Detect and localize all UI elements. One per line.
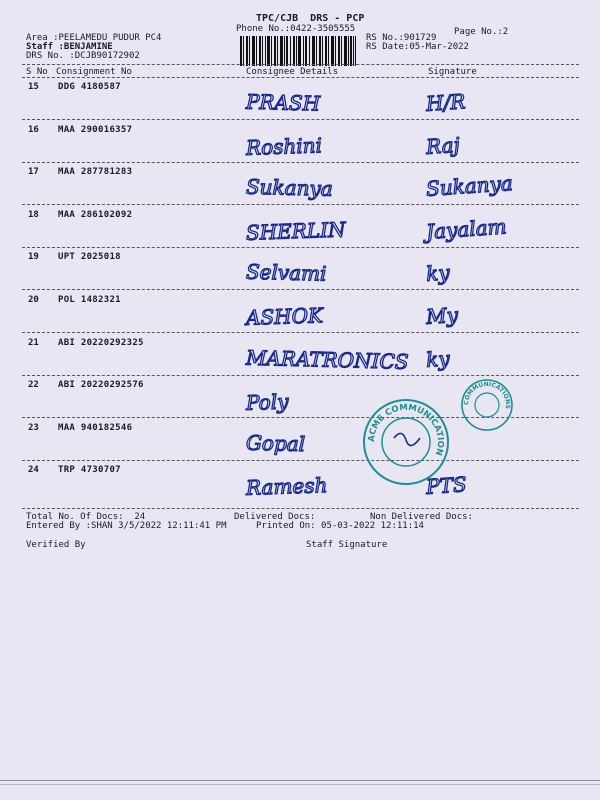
- total-docs: Total No. Of Docs: 24: [26, 512, 146, 522]
- row-divider: [22, 162, 579, 163]
- consignee-name-text: Gopal: [245, 430, 306, 457]
- col-sno: S No: [26, 67, 48, 77]
- small-company-stamp: [460, 378, 514, 432]
- row-serial-number: 15: [28, 82, 39, 92]
- handwritten-consignee-name: [240, 131, 410, 161]
- delivered-docs: Delivered Docs:: [234, 512, 316, 522]
- drs-number: DRS No. :DCJB90172902: [26, 51, 140, 61]
- row-divider: [22, 247, 579, 248]
- page-number: Page No.:2: [454, 27, 509, 37]
- handwritten-signature: [418, 84, 558, 116]
- consignee-name-text: MARATRONICS: [245, 345, 409, 374]
- handwritten-signature: [418, 297, 558, 329]
- row-divider: [22, 119, 579, 120]
- row-divider: [22, 375, 579, 376]
- signature-text: Jayalam: [425, 214, 508, 244]
- row-serial-number: 21: [28, 338, 39, 348]
- row-consignment-number: ABI 20220292576: [58, 380, 144, 390]
- scan-edge-line-2: [0, 784, 600, 785]
- row-consignment-number: MAA 286102092: [58, 210, 133, 220]
- rs-date: RS Date:05-Mar-2022: [366, 42, 469, 52]
- row-serial-number: 20: [28, 295, 39, 305]
- area-label: Area :PEELAMEDU PUDUR PC4: [26, 33, 162, 43]
- row-consignment-number: DDG 4180587: [58, 82, 121, 92]
- handwritten-consignee-name: [240, 216, 410, 246]
- entered-by: Entered By :SHAN 3/5/2022 12:11:41 PM: [26, 521, 227, 531]
- handwritten-consignee-name: [240, 301, 410, 331]
- verified-by: Verified By: [26, 540, 86, 550]
- document-title: TPC/CJB DRS - PCP: [256, 13, 365, 24]
- signature-text: PTS: [425, 472, 468, 499]
- staff-signature: Staff Signature: [306, 540, 388, 550]
- consignee-name-text: Roshini: [245, 133, 323, 160]
- row-serial-number: 23: [28, 423, 39, 433]
- handwritten-consignee-name: [240, 173, 410, 203]
- handwritten-signature: [418, 127, 558, 159]
- consignee-name-text: Poly: [245, 389, 289, 415]
- col-consignee: Consignee Details: [246, 67, 339, 77]
- handwritten-signature: [418, 254, 558, 286]
- signature-text: ky: [425, 260, 451, 286]
- round-stamp-text: ACME COMMUNICATION: [366, 402, 446, 457]
- col-signature: Signature: [428, 67, 477, 77]
- consignee-name-text: Sukanya: [245, 174, 334, 201]
- barcode: [240, 36, 356, 66]
- handwritten-signature: [418, 169, 558, 201]
- row-serial-number: 24: [28, 465, 39, 475]
- handwritten-consignee-name: [240, 344, 410, 374]
- handwritten-signature: [418, 212, 558, 244]
- row-serial-number: 16: [28, 125, 39, 135]
- row-consignment-number: TRP 4730707: [58, 465, 121, 475]
- row-divider: [22, 289, 579, 290]
- consignee-name-text: Ramesh: [245, 473, 328, 500]
- row-consignment-number: UPT 2025018: [58, 252, 121, 262]
- row-consignment-number: MAA 287781283: [58, 167, 133, 177]
- phone-number: Phone No.:0422-3505555: [236, 24, 356, 34]
- consignee-name-text: Selvami: [245, 259, 327, 286]
- handwritten-consignee-name: [240, 88, 410, 118]
- footer-divider: [22, 508, 579, 509]
- row-divider: [22, 204, 579, 205]
- rs-number: RS No.:901729: [366, 33, 437, 43]
- consignee-name-text: PRASH: [245, 89, 321, 116]
- signature-text: Sukanya: [425, 170, 514, 201]
- handwritten-signature: [418, 340, 558, 372]
- row-serial-number: 18: [28, 210, 39, 220]
- row-consignment-number: POL 1482321: [58, 295, 121, 305]
- printed-on: Printed On: 05-03-2022 12:11:14: [256, 521, 424, 531]
- signature-text: H/R: [425, 89, 467, 116]
- small-stamp-text: COMMUNICATIONS: [462, 380, 512, 410]
- row-serial-number: 17: [28, 167, 39, 177]
- non-delivered-docs: Non Delivered Docs:: [370, 512, 473, 522]
- consignee-name-text: SHERLIN: [245, 217, 346, 245]
- scan-edge-line: [0, 780, 600, 781]
- handwritten-consignee-name: [240, 258, 410, 288]
- staff-label: Staff :BENJAMINE: [26, 42, 113, 52]
- consignee-name-text: ASHOK: [245, 303, 324, 330]
- col-consignment: Consignment No: [56, 67, 132, 77]
- svg-text:COMMUNICATIONS: [463, 381, 511, 409]
- row-consignment-number: ABI 20220292325: [58, 338, 144, 348]
- header-divider-top: [22, 64, 579, 65]
- row-consignment-number: MAA 940182546: [58, 423, 133, 433]
- round-company-stamp: [362, 398, 450, 486]
- row-serial-number: 19: [28, 252, 39, 262]
- row-divider: [22, 460, 579, 461]
- row-divider: [22, 332, 579, 333]
- signature-text: My: [425, 302, 459, 329]
- row-consignment-number: MAA 290016357: [58, 125, 133, 135]
- signature-text: Raj: [425, 132, 461, 159]
- row-serial-number: 22: [28, 380, 39, 390]
- header-divider-bottom: [22, 77, 579, 78]
- signature-text: ky: [425, 346, 451, 372]
